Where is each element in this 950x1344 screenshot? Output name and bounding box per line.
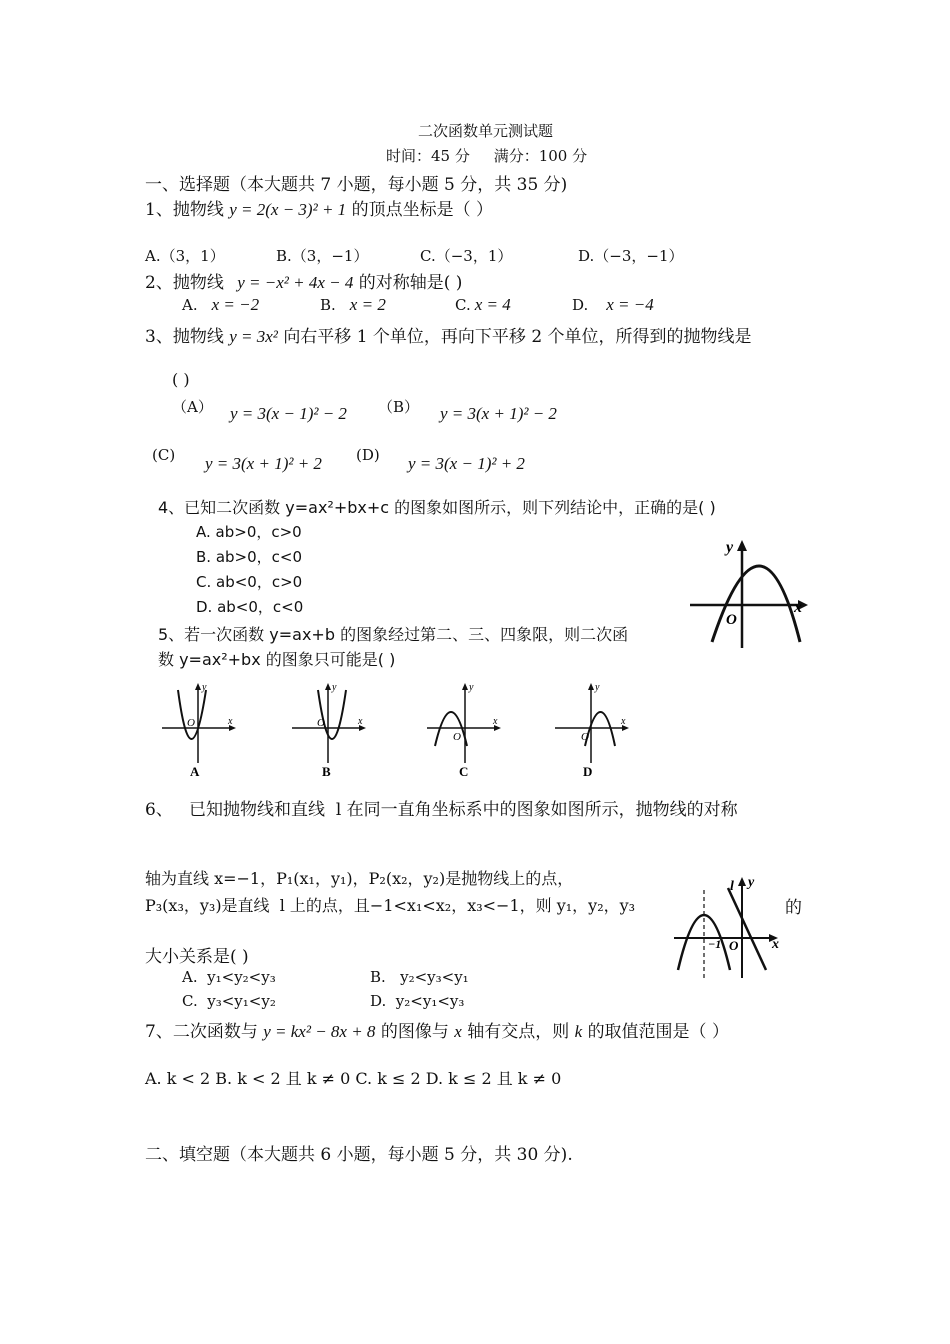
q2-prefix: 2、抛物线 bbox=[145, 273, 224, 293]
q3-option-c-value: y = 3(x + 1)² + 2 bbox=[205, 454, 322, 473]
q5-graph-a-curve bbox=[178, 690, 206, 739]
q5-graph-a-y-label: y bbox=[202, 682, 207, 693]
page-title: 二次函数单元测试题 bbox=[418, 122, 554, 140]
q5-graph-d-y-label: y bbox=[595, 682, 600, 693]
question-6-line-3-end: 的 bbox=[785, 898, 802, 918]
q4-origin-label: O bbox=[726, 612, 737, 628]
q4-parabola-graph bbox=[690, 530, 815, 650]
q7-mid-2: 轴有交点，则 bbox=[467, 1022, 570, 1042]
q4-x-label: x bbox=[794, 599, 802, 616]
question-3 bbox=[145, 322, 752, 347]
q5-graph-c-origin: O bbox=[453, 731, 461, 743]
q6-l-label: l bbox=[730, 879, 734, 894]
q5-graph-c-y-label: y bbox=[469, 682, 474, 693]
q6-y-label: y bbox=[748, 875, 755, 890]
q5-graph-d-label: D bbox=[583, 764, 593, 779]
q4-option-c: C. ab<0，c>0 bbox=[196, 573, 303, 591]
q2-option-c-value: x = 4 bbox=[474, 295, 511, 314]
q3-option-d-value: y = 3(x − 1)² + 2 bbox=[408, 454, 525, 473]
q6-option-a: A. y₁<y₂<y₃ bbox=[182, 968, 276, 986]
q1-option-d: D.（−3，−1） bbox=[578, 247, 684, 265]
q7-mid-1: 的图像与 bbox=[380, 1022, 449, 1042]
question-7 bbox=[145, 1017, 729, 1042]
q5-graph-c-label: C bbox=[459, 764, 469, 779]
q2-formula: y = −x² + 4x − 4 bbox=[237, 273, 354, 292]
q7-suffix: 的取值范围是（ ） bbox=[587, 1022, 729, 1042]
q2-option-b bbox=[320, 295, 386, 315]
q5-graph-d-curve bbox=[585, 712, 615, 746]
q5-graph-a-x-label: x bbox=[228, 716, 233, 727]
question-2 bbox=[145, 268, 462, 293]
q2-option-a-value: x = −2 bbox=[211, 295, 260, 314]
question-6-line-3: P₃(x₃，y₃)是直线 l 上的点，且−1<x₁<x₂，x₃<−1，则 y₁，y₂，y₃ bbox=[145, 896, 636, 915]
q2-option-d-value: x = −4 bbox=[606, 295, 654, 314]
q1-suffix: 的顶点坐标是（ ） bbox=[351, 200, 493, 220]
question-1 bbox=[145, 195, 493, 220]
q3-formula: y = 3x² bbox=[229, 327, 278, 346]
q2-suffix: 的对称轴是( ) bbox=[358, 273, 463, 293]
q5-graph-d bbox=[553, 678, 633, 778]
q2-option-c-label: C. bbox=[455, 296, 471, 314]
q3-suffix: 向右平移 1 个单位，再向下平移 2 个单位，所得到的抛物线是 bbox=[283, 327, 752, 347]
q6-neg1-label: −1 bbox=[708, 937, 722, 951]
q2-option-d bbox=[572, 295, 654, 315]
q2-option-c bbox=[455, 295, 511, 315]
question-4: 4、已知二次函数 y=ax²+bx+c 的图象如图所示，则下列结论中，正确的是( ) bbox=[158, 498, 716, 517]
q4-option-d: D. ab<0，c<0 bbox=[196, 598, 304, 616]
q2-option-b-label: B. bbox=[320, 296, 336, 314]
q4-option-b: B. ab>0，c<0 bbox=[196, 548, 303, 566]
question-6-line-4: 大小关系是( ) bbox=[145, 947, 249, 967]
q6-option-d: D. y₂<y₁<y₃ bbox=[370, 992, 465, 1010]
q5-graph-d-origin: O bbox=[581, 731, 589, 743]
q5-graph-b-origin: O bbox=[317, 717, 325, 729]
section-2-heading: 二、填空题（本大题共 6 小题，每小题 5 分，共 30 分). bbox=[145, 1145, 573, 1165]
question-5-line-1: 5、若一次函数 y=ax+b 的图象经过第二、三、四象限，则二次函 bbox=[158, 625, 629, 644]
question-6-line-1: 6、 已知抛物线和直线 l 在同一直角坐标系中的图象如图所示，抛物线的对称 bbox=[145, 800, 738, 820]
question-6-line-2: 轴为直线 x=−1，P₁(x₁，y₁)，P₂(x₂，y₂)是抛物线上的点， bbox=[145, 869, 574, 888]
q5-graph-a-label: A bbox=[190, 764, 200, 779]
q6-origin-label: O bbox=[729, 938, 739, 953]
q3-option-b-label: （B） bbox=[378, 398, 420, 416]
exam-meta: 时间：45 分 满分：100 分 bbox=[386, 147, 588, 165]
q6-option-b: B. y₂<y₃<y₁ bbox=[370, 968, 469, 986]
q3-answer-blank: ( ) bbox=[172, 370, 190, 389]
q1-option-c: C.（−3，1） bbox=[420, 247, 513, 265]
q7-var-k: k bbox=[574, 1022, 583, 1041]
q6-x-label: x bbox=[772, 937, 779, 952]
q5-graph-b-y-label: y bbox=[332, 682, 337, 693]
q2-option-a bbox=[182, 295, 259, 315]
q3-option-a-label: （A） bbox=[172, 398, 213, 416]
q5-graph-c-curve bbox=[435, 712, 467, 746]
q5-graph-b-label: B bbox=[322, 764, 331, 779]
q3-prefix: 3、抛物线 bbox=[145, 327, 224, 347]
q5-graph-c bbox=[425, 678, 505, 778]
q1-prefix: 1、抛物线 bbox=[145, 200, 224, 220]
section-1-heading: 一、选择题（本大题共 7 小题，每小题 5 分，共 35 分) bbox=[145, 175, 568, 195]
q4-y-label: y bbox=[726, 539, 734, 556]
q7-var-x: x bbox=[454, 1022, 462, 1041]
q3-option-a-value: y = 3(x − 1)² − 2 bbox=[230, 404, 347, 423]
q2-option-d-label: D. bbox=[572, 296, 589, 314]
q7-formula: y = kx² − 8x + 8 bbox=[263, 1022, 376, 1041]
q4-option-a: A. ab>0，c>0 bbox=[196, 523, 302, 541]
q3-option-c-label: (C) bbox=[152, 446, 176, 464]
q1-formula: y = 2(x − 3)² + 1 bbox=[229, 200, 347, 219]
q3-option-d-label: (D) bbox=[356, 446, 380, 464]
q5-graph-a bbox=[160, 678, 240, 778]
q1-option-b: B.（3，−1） bbox=[276, 247, 369, 265]
q7-prefix: 7、二次函数与 bbox=[145, 1022, 258, 1042]
q5-graph-b-x-label: x bbox=[358, 716, 363, 727]
question-5-line-2: 数 y=ax²+bx 的图象只可能是( ) bbox=[158, 650, 396, 669]
q4-y-arrow bbox=[737, 540, 747, 551]
q2-option-a-label: A. bbox=[182, 296, 198, 314]
q5-graph-a-origin: O bbox=[187, 717, 195, 729]
q6-parabola-line-graph bbox=[672, 870, 787, 980]
q5-graph-d-x-label: x bbox=[621, 716, 626, 727]
q6-option-c: C. y₃<y₁<y₂ bbox=[182, 992, 276, 1010]
q3-option-b-value: y = 3(x + 1)² − 2 bbox=[440, 404, 557, 423]
q2-option-b-value: x = 2 bbox=[349, 295, 386, 314]
q6-line-l bbox=[728, 888, 766, 970]
q5-graph-b-curve bbox=[318, 690, 346, 739]
q7-options: A. k < 2 B. k < 2 且 k ≠ 0 C. k ≤ 2 D. k ≤ 2 且 k ≠ 0 bbox=[145, 1069, 562, 1088]
q5-graph-c-x-label: x bbox=[493, 716, 498, 727]
q5-graph-b bbox=[290, 678, 370, 778]
q1-option-a: A.（3，1） bbox=[145, 247, 225, 265]
